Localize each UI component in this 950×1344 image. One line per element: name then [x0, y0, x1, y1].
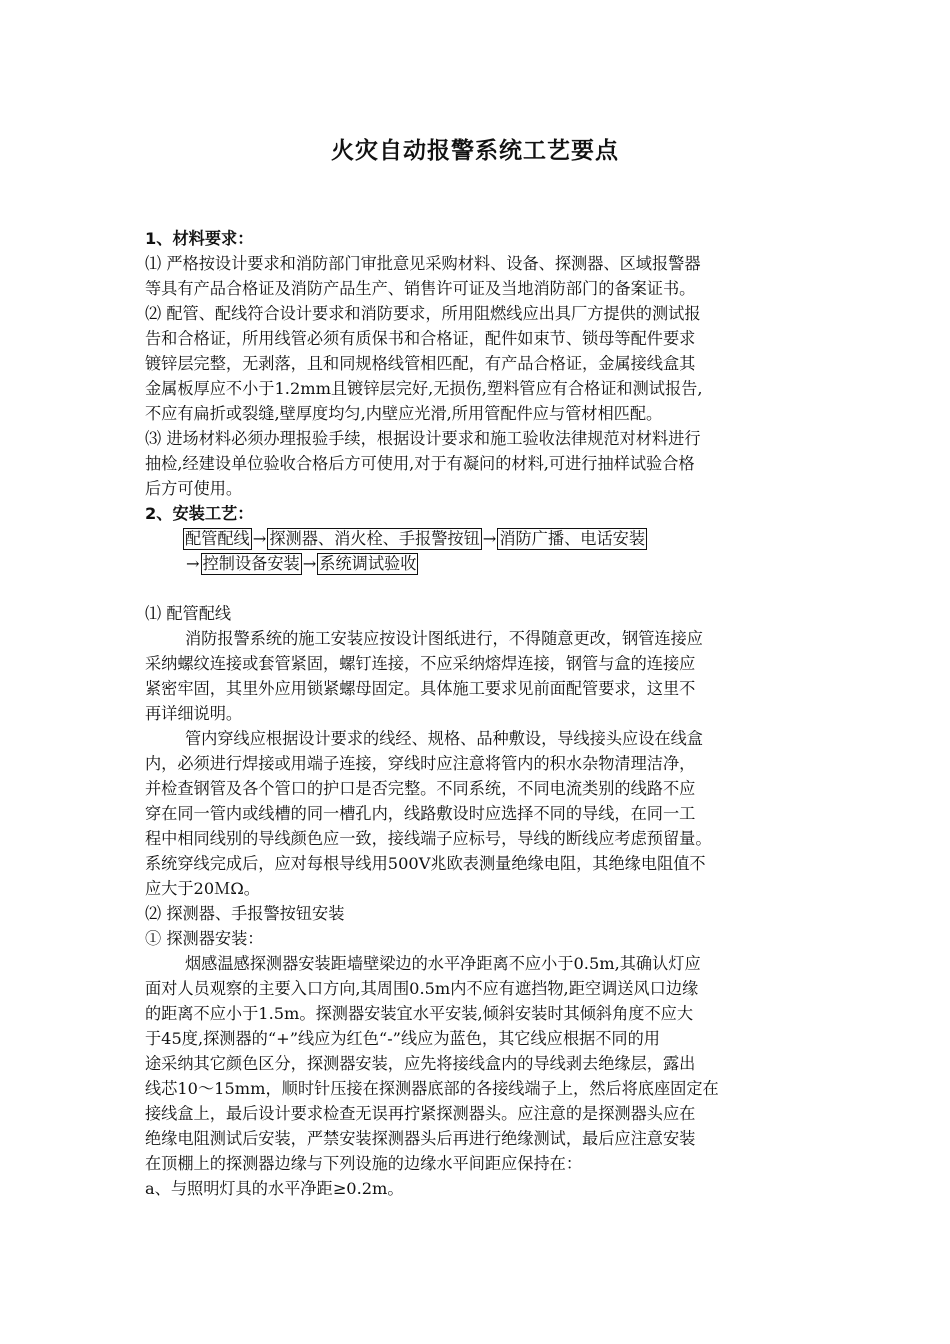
paragraph-line: 消防报警系统的施工安装应按设计图纸进行，不得随意更改，钢管连接应 [185, 629, 703, 648]
paragraph-line: 不应有扁折或裂缝,壁厚度均匀,内壁应光滑,所用管配件应与管材相匹配。 [145, 404, 663, 423]
subsection-2-item: ① 探测器安装： [145, 929, 264, 948]
paragraph-line: 系统穿线完成后，应对每根导线用500V兆欧表测量绝缘电阻，其绝缘电阻值不 [145, 854, 706, 873]
paragraph-line: 告和合格证，所用线管必须有质保书和合格证，配件如束节、锁母等配件要求 [145, 329, 696, 348]
paragraph-line: 内，必须进行焊接或用端子连接，穿线时应注意将管内的积水杂物清理洁净， [145, 754, 696, 773]
flow-step-box: 系统调试验收 [319, 554, 417, 573]
paragraph-line: 等具有产品合格证及消防产品生产、销售许可证及当地消防部门的备案证书。 [145, 279, 696, 298]
page-title: 火灾自动报警系统工艺要点 [331, 138, 619, 164]
paragraph-line: 镀锌层完整，无剥落，且和同规格线管相匹配，有产品合格证，金属接线盒其 [145, 354, 696, 373]
flow-arrow-icon: → [186, 554, 200, 573]
section-2-heading: 2、安装工艺： [145, 504, 254, 523]
flow-step-box: 探测器、消火栓、手报警按钮 [269, 529, 480, 548]
subsection-1-body [145, 626, 817, 901]
document-body [145, 226, 817, 1201]
paragraph-line: ⑶ 进场材料必须办理报验手续，根据设计要求和施工验收法律规范对材料进行 [145, 429, 701, 448]
paragraph-line: 采纳螺纹连接或套管紧固，螺钉连接，不应采纳熔焊连接，钢管与盒的连接应 [145, 654, 696, 673]
paragraph-line: 于45度,探测器的“+”线应为红色“-”线应为蓝色，其它线应根据不同的用 [145, 1029, 660, 1048]
paragraph-line: 穿在同一管内或线槽的同一槽孔内，线路敷设时应选择不同的导线，在同一工 [145, 804, 696, 823]
paragraph-line: 程中相同线别的导线颜色应一致，接线端子应标号，导线的断线应考虑预留量。 [145, 829, 712, 848]
paragraph-line: 在顶棚上的探测器边缘与下列设施的边缘水平间距应保持在： [145, 1154, 583, 1173]
paragraph-line: 接线盒上，最后设计要求检查无误再拧紧探测器头。应注意的是探测器头应在 [145, 1104, 696, 1123]
paragraph-line: 紧密牢固，其里外应用锁紧螺母固定。具体施工要求见前面配管要求，这里不 [145, 679, 696, 698]
process-flow-row-2 [145, 551, 817, 576]
paragraph-line: 抽检,经建设单位验收合格后方可使用,对于有凝问的材料,可进行抽样试验合格 [145, 454, 695, 473]
paragraph-line: 金属板厚应不小于1.2mm且镀锌层完好,无损伤,塑料管应有合格证和测试报告, [145, 379, 703, 398]
paragraph-line: ⑴ 严格按设计要求和消防部门审批意见采购材料、设备、探测器、区域报警器 [145, 254, 701, 273]
process-flow-row-1 [145, 526, 817, 551]
flow-step-box: 配管配线 [185, 529, 250, 548]
flow-arrow-icon: → [482, 529, 497, 548]
paragraph-line: 再详细说明。 [145, 704, 243, 723]
paragraph-line: ⑵ 配管、配线符合设计要求和消防要求，所用阻燃线应出具厂方提供的测试报 [145, 304, 701, 323]
paragraph-line: 途采纳其它颜色区分，探测器安装，应先将接线盒内的导线剥去绝缘层，露出 [145, 1054, 696, 1073]
subsection-2-heading: ⑵ 探测器、手报警按钮安装 [145, 904, 345, 923]
spacer [145, 576, 817, 601]
paragraph-line: 线芯10～15mm，顺时针压接在探测器底部的各接线端子上，然后将底座固定在 [145, 1079, 719, 1098]
subsection-1-heading: ⑴ 配管配线 [145, 604, 232, 623]
flow-step-box: 消防广播、电话安装 [499, 529, 646, 548]
paragraph-line: 并检查钢管及各个管口的护口是否完整。不同系统，不同电流类别的线路不应 [145, 779, 696, 798]
paragraph-line: 管内穿线应根据设计要求的线经、规格、品种敷设，导线接头应设在线盒 [185, 729, 703, 748]
flow-step-box: 控制设备安装 [202, 554, 300, 573]
paragraph-line: 绝缘电阻测试后安装，严禁安装探测器头后再进行绝缘测试，最后应注意安装 [145, 1129, 696, 1148]
flow-arrow-icon: → [302, 554, 317, 573]
flow-arrow-icon: → [252, 529, 267, 548]
paragraph-line: 的距离不应小于1.5m。探测器安装宜水平安装,倾斜安装时其倾斜角度不应大 [145, 1004, 694, 1023]
paragraph-line: 烟感温感探测器安装距墙壁梁边的水平净距离不应小于0.5m,其确认灯应 [185, 954, 701, 973]
paragraph-line: a、与照明灯具的水平净距≥0.2m。 [145, 1179, 404, 1198]
paragraph-line: 面对人员观察的主要入口方向,其周围0.5m内不应有遮挡物,距空调送风口边缘 [145, 979, 699, 998]
subsection-2-body [145, 951, 817, 1201]
paragraph-line: 应大于20ＭΩ。 [145, 879, 260, 898]
section-1-heading: 1、材料要求： [145, 229, 254, 248]
paragraph-line: 后方可使用。 [145, 479, 243, 498]
